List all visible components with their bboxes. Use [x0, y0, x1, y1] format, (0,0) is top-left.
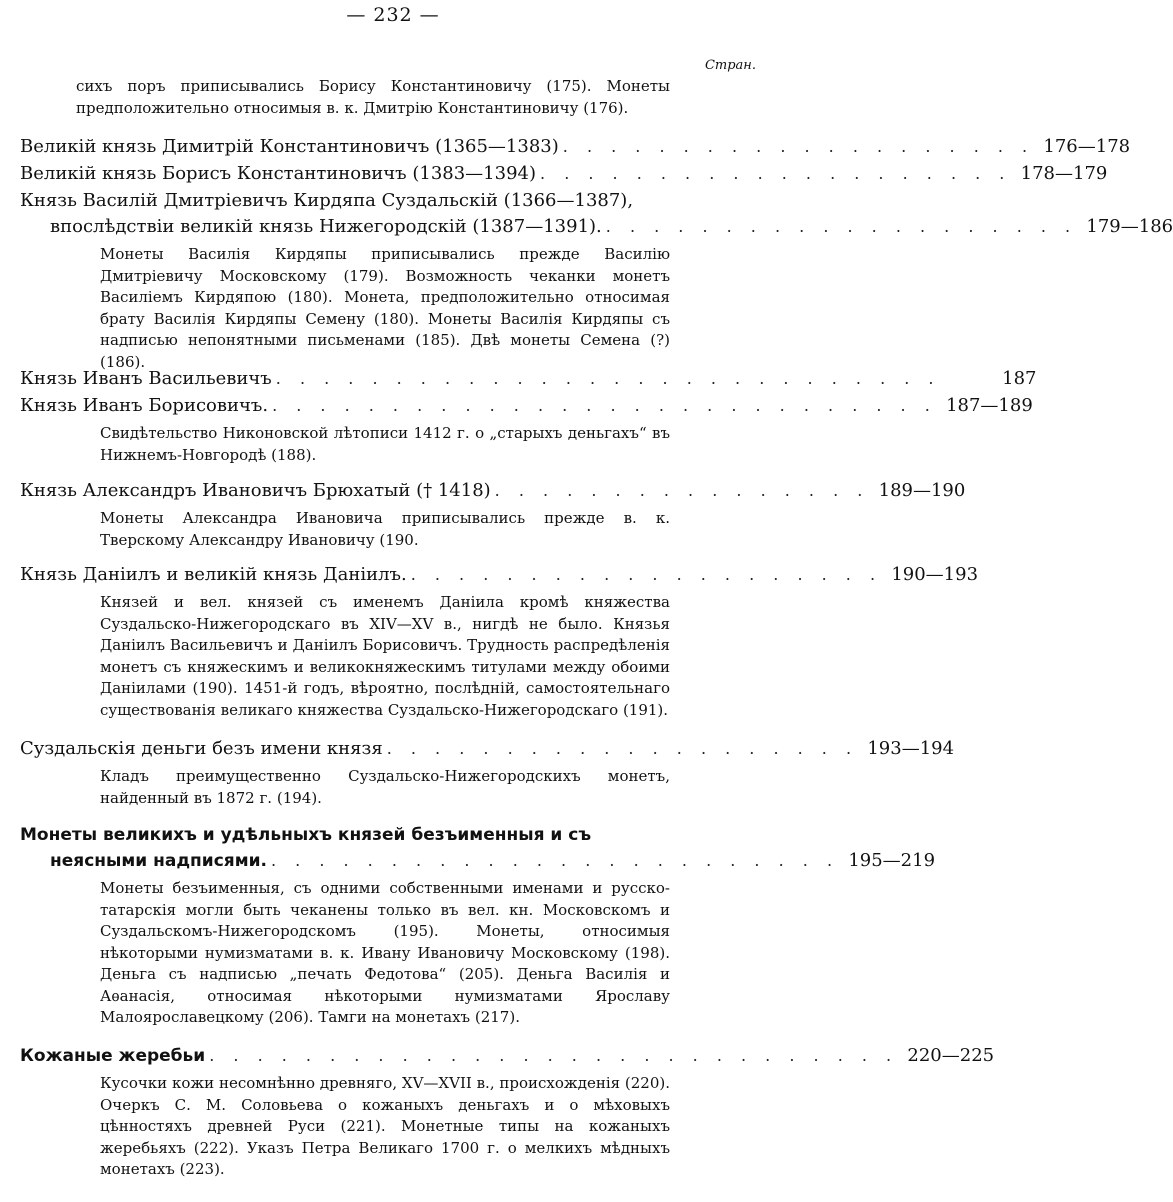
- entry-description: Князей и вел. князей съ именемъ Даніила кромѣ княжества Суздальско-Нижегородскаго въ XIV—XV в., нигдѣ не было. Князья Даніилъ Васильевичъ и Даніилъ Борисовичъ. Трудность распредѣленія монетъ съ княжескимъ и великокняжескимъ титулами между обоими Даніилами (190). 1451-й годъ, вѣроятно, послѣдній, самостоятельнаго существованія великаго княжества Суздальско-Нижегородскаго (191).: [100, 593, 670, 719]
- leader-dots: . . . . . . . . . . . . . . . . . . . .: [562, 137, 1035, 156]
- entry-description: Кладъ преимущественно Суздальско-Нижегородскихъ монетъ, найденный въ 1872 г. (194).: [100, 767, 670, 807]
- entry-pages: 179—186: [1086, 216, 1173, 237]
- entry-title-line: [20, 736, 955, 762]
- entry-title-line: [20, 161, 1108, 187]
- entry-title: Князь Иванъ Васильевичъ: [20, 368, 272, 389]
- entry-pages: 190—193: [891, 564, 979, 585]
- leader-dots: . . . . . . . . . . . . . . . . . . . . . . . . . . . .: [272, 396, 937, 415]
- leader-dots: . . . . . . . . . . . . . . . . . . . . . . . . . . . . .: [209, 1046, 899, 1065]
- intro-paragraph: сихъ поръ приписывались Борису Константиновичу (175). Монеты предположительно относимыя в. к. Дмитрію Константиновичу (176).: [76, 77, 670, 117]
- entry-pages: 220—225: [907, 1045, 995, 1066]
- entry-title-line: [20, 848, 936, 874]
- toc-entry: [20, 134, 1131, 160]
- toc-entry: [20, 161, 1108, 187]
- entry-title-continued: впослѣдствіи великій князь Нижегородскій (1387—1391).: [50, 216, 602, 237]
- entry-title: Князь Иванъ Борисовичъ.: [20, 395, 269, 416]
- entry-pages: 187—189: [946, 395, 1033, 416]
- toc-entry: [20, 822, 936, 1029]
- toc-entry: [20, 478, 966, 551]
- leader-dots: . . . . . . . . . . . . . . . . . . . .: [605, 217, 1078, 236]
- entry-title-line: [20, 188, 776, 214]
- entry-title: Великій князь Борисъ Константиновичъ (1383—1394): [20, 163, 537, 184]
- entry-description: Свидѣтельство Никоновской лѣтописи 1412 г. о „старыхъ деньгахъ“ въ Нижнемъ-Новгородѣ (188).: [100, 424, 670, 464]
- entry-title-line: [20, 134, 1131, 160]
- pages-column-header: Стран.: [704, 58, 756, 73]
- entry-title: Кожаные жеребьи: [20, 1046, 206, 1066]
- toc-entry: [20, 1043, 995, 1181]
- entry-title-line: [20, 214, 1173, 240]
- toc-entry: [20, 393, 1033, 466]
- page-number: — 232 —: [346, 4, 440, 26]
- entry-title-line: [20, 822, 776, 848]
- toc-entry: [20, 188, 1173, 373]
- entry-title: Князь Даніилъ и великій князь Даніилъ.: [20, 564, 407, 585]
- toc-entry: [20, 366, 1037, 392]
- entry-title: Князь Александръ Ивановичъ Брюхатый († 1418): [20, 480, 491, 501]
- leader-dots: . . . . . . . . . . . . . . . . . . . . . . . .: [270, 851, 840, 870]
- entry-pages: 176—178: [1043, 136, 1131, 157]
- entry-pages: 189—190: [878, 480, 966, 501]
- toc-entry: [20, 562, 979, 721]
- entry-description: Кусочки кожи несомнѣнно древняго, XV—XVII в., происхожденія (220). Очеркъ С. М. Соловьева о кожаныхъ деньгахъ и о мѣховыхъ цѣнностяхъ древней Руси (221). Монетные типы на кожаныхъ жеребьяхъ (222). Указъ Петра Великаго 1700 г. о мелкихъ мѣдныхъ монетахъ (223).: [100, 1074, 670, 1178]
- entry-title-line: [20, 1043, 995, 1069]
- entry-description: Монеты безъименныя, съ одними собственными именами и русско-татарскія могли быть чеканены только въ вел. кн. Московскомъ и Суздальскомъ-Нижегородскомъ (195). Монеты, относимыя нѣкоторыми нумизматами в. к. Ивану Ивановичу Московскому (198). Деньга съ надписью „печать Федотова“ (205). Деньга Василія и Аѳанасія, относимая нѣкоторыми нумизматами Ярославу Малоярославецкому (206). Тамги на монетахъ (217).: [100, 879, 670, 1026]
- entry-pages: 187: [1002, 368, 1037, 389]
- entry-pages: 178—179: [1020, 163, 1108, 184]
- entry-title: Монеты великихъ и удѣльныхъ князей безъименныя и съ: [20, 825, 592, 845]
- entry-title: Князь Василій Дмитріевичъ Кирдяпа Суздальскій (1366—1387),: [20, 190, 634, 211]
- leader-dots: . . . . . . . . . . . . . . . . . . . . . . . . . . . .: [275, 369, 941, 388]
- entry-description: Монеты Александра Ивановича приписывались прежде в. к. Тверскому Александру Ивановичу (190.: [100, 509, 670, 549]
- leader-dots: . . . . . . . . . . . . . . . . . . . .: [386, 739, 859, 758]
- toc-entry: [20, 736, 955, 809]
- entry-title-line: [20, 562, 979, 588]
- entry-title-line: [20, 478, 966, 504]
- entry-title-line: [20, 393, 1033, 419]
- entry-pages: 195—219: [848, 850, 936, 871]
- entry-title-continued: неясными надписями.: [50, 851, 267, 871]
- entry-title: Суздальскія деньги безъ имени князя: [20, 738, 383, 759]
- entry-description: Монеты Василія Кирдяпы приписывались прежде Василію Дмитріевичу Московскому (179). Возможность чеканки монетъ Василіемъ Кирдяпою (180). Монета, предположительно относимая брату Василія Кирдяпы Семену (180). Монеты Василія Кирдяпы съ надписью непонятными письменами (185). Двѣ монеты Семена (?) (186).: [100, 245, 670, 371]
- entry-pages: 193—194: [867, 738, 955, 759]
- entry-title: Великій князь Димитрій Константиновичъ (1365—1383): [20, 136, 559, 157]
- leader-dots: . . . . . . . . . . . . . . . . . . . .: [540, 164, 1012, 183]
- leader-dots: . . . . . . . . . . . . . . . .: [494, 481, 870, 500]
- entry-title-line: [20, 366, 1037, 392]
- leader-dots: . . . . . . . . . . . . . . . . . . . .: [410, 565, 883, 584]
